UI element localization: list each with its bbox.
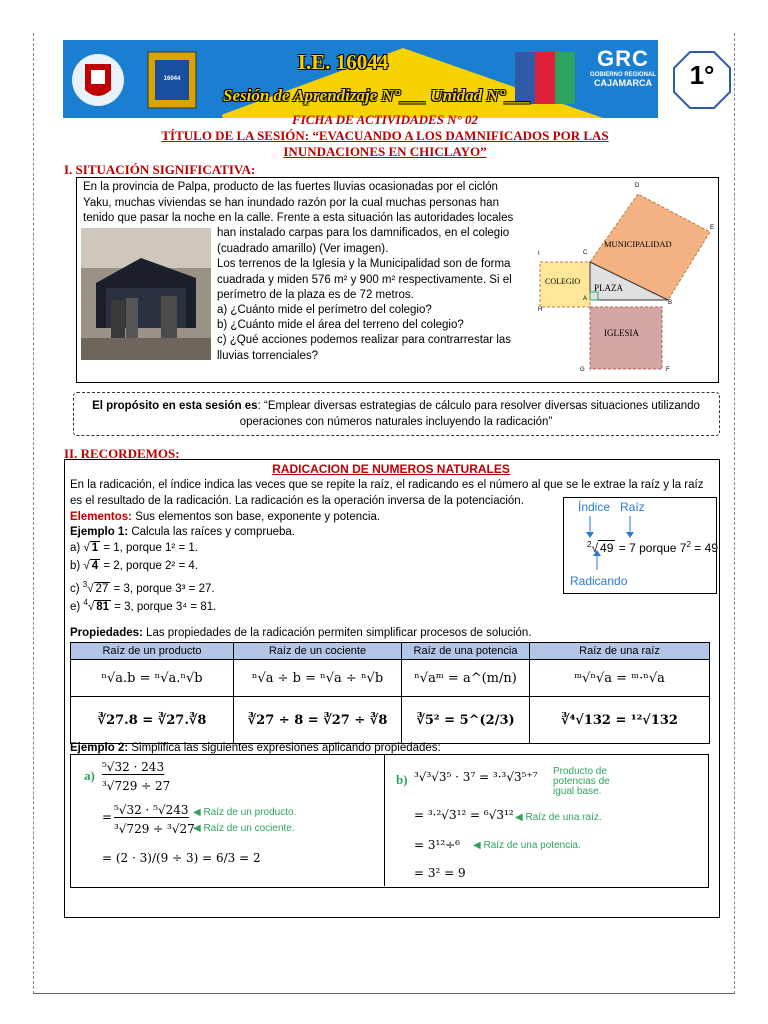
example1-line-b: b) √ 4 = 2, porque 2² = 4. <box>70 560 198 572</box>
ficha-title: FICHA DE ACTIVIDADES N° 02 <box>291 112 479 127</box>
b-note-raiz: ◀ Raíz de una raíz. <box>515 812 602 823</box>
point-i: I <box>538 251 540 257</box>
example-producto: ∛27.8 = ∛27.∛8 <box>71 697 234 744</box>
point-h: H <box>538 307 543 313</box>
a-step2-eq: = <box>102 810 113 824</box>
point-d: D <box>635 183 640 189</box>
example-cociente: ∛27 ÷ 8 = ∛27 ÷ ∛8 <box>234 697 402 744</box>
b-step1: ³√³√3⁵ · 3⁷ = ³·³√3⁵⁺⁷ <box>414 770 538 784</box>
school-name: I.E. 16044 <box>297 50 389 74</box>
rescue-photo <box>81 228 211 360</box>
header-producto: Raíz de un producto <box>71 643 234 660</box>
example-potencia: ∛5² = 5^(2/3) <box>402 697 530 744</box>
properties-example-row <box>71 697 710 744</box>
point-a: A <box>583 296 588 302</box>
label-colegio: COLEGIO <box>545 277 581 286</box>
question-a: a) ¿Cuánto mide el perímetro del colegio? <box>217 304 432 316</box>
grade-label: 1° <box>689 60 715 90</box>
example1-line-a: a) √ 1 = 1, porque 1² = 1. <box>70 542 198 554</box>
a-step2-num: ⁵√32 · ⁵√243 <box>114 803 189 817</box>
a-note-cociente: ◀ Raíz de un cociente. <box>193 823 295 834</box>
formula-raiz: ᵐ√ⁿ√a = ᵐ·ⁿ√a <box>530 660 710 697</box>
propiedades-text: Propiedades: Las propiedades de la radicación permiten simplificar procesos de solución. <box>70 627 532 639</box>
label-municipalidad: MUNICIPALIDAD <box>604 239 672 249</box>
b-step3: = 3¹²÷⁶ <box>414 838 460 852</box>
raiz-label: Raíz <box>620 500 645 514</box>
point-g: G <box>580 367 585 373</box>
b-note-potencia: ◀ Raíz de una potencia. <box>473 840 581 851</box>
a-note-producto: ◀ Raíz de un producto. <box>193 807 297 818</box>
purpose-text: El propósito en esta sesión es: “Emplear diversas estrategias de cálculo para resolver diversas situaciones utilizando operaciones con números naturales incluyendo la radicación” <box>92 400 700 428</box>
header-raiz: Raíz de una raíz <box>530 643 710 660</box>
b-step2: = ³·²√3¹² = ⁶√3¹² <box>414 808 514 822</box>
b-step4: = 3² = 9 <box>414 866 466 880</box>
b-note-producto: Producto de potencias de igual base. <box>553 766 610 797</box>
example1-line-c: c) $^3$√ 27 = 3, porque 3³ = 27. <box>70 580 215 595</box>
point-c: C <box>583 250 588 256</box>
formula-cociente: ⁿ√a ÷ b = ⁿ√a ÷ ⁿ√b <box>234 660 402 697</box>
grc-logo: GRC GOBIERNO REGIONAL CAJAMARCA <box>589 46 656 88</box>
header-banner <box>63 40 658 118</box>
point-f: F <box>666 367 670 373</box>
properties-general-row <box>71 660 710 697</box>
section1-heading: I. SITUACIÓN SIGNIFICATIVA: <box>64 162 256 177</box>
radicando-label: Radicando <box>570 574 628 588</box>
school-badge: 16044 <box>163 76 181 82</box>
example-a-label: a) <box>84 768 95 783</box>
ejemplo2-divider <box>384 754 385 886</box>
point-b: B <box>668 300 673 306</box>
header-potencia: Raíz de una potencia <box>402 643 530 660</box>
a-step2-den: ³√729 ÷ ³√27 <box>114 822 195 836</box>
a-step3: = (2 · 3)/(9 ÷ 3) = 6/3 = 2 <box>102 851 261 865</box>
label-plaza: PLAZA <box>594 283 623 293</box>
elementos-text: Elementos: Sus elementos son base, exponente y potencia. <box>70 511 381 523</box>
properties-header-row <box>71 643 710 660</box>
situation-paragraph2: han instalado carpas para los damnificados, en el colegio (cuadrado amarillo) (Ver imagen). <box>217 227 510 255</box>
label-iglesia: IGLESIA <box>604 328 639 338</box>
example-raiz: ∛⁴√132 = ¹²√132 <box>530 697 710 744</box>
ejemplo1-text: Ejemplo 1: Calcula las raíces y comprueba. <box>70 526 295 538</box>
ejemplo2-text: Ejemplo 2: Simplifica las siguientes expresiones aplicando propiedades: <box>70 742 441 754</box>
properties-table <box>70 642 710 744</box>
situation-paragraph1: En la provincia de Palpa, producto de las fuertes lluvias ocasionadas por el ciclón Yaku, muchas viviendas se han inundado razón por la cual muchas personas han tenido que pasar la noche en la calle. Frente a esta situación las autoridades locales <box>83 181 514 224</box>
point-e: E <box>710 225 715 231</box>
a-step1-den: ³√729 ÷ 27 <box>102 779 171 793</box>
diagram-equation: $^2$√ 49 = 7 porque $7^2 = 49$ <box>587 540 718 555</box>
session-label: Sesión de Aprendizaje N°___ Unidad N°___ <box>223 86 532 105</box>
a-step1-num: ⁵√32 · 243 <box>102 760 165 774</box>
situation-paragraph3: Los terrenos de la Iglesia y la Municipalidad son de forma cuadrada y miden 576 m² y 900 m² respectivamente. Si el perímetro de la plaza es de 72 metros. <box>217 258 512 301</box>
header-cociente: Raíz de un cociente <box>234 643 402 660</box>
example1-line-e: e) $^4$√ 81 = 3, porque 3⁴ = 81. <box>70 598 217 613</box>
session-title-line2: INUNDACIONES EN CHICLAYO” <box>283 144 487 159</box>
example-b-label: b) <box>396 772 408 787</box>
section2-heading: II. RECORDEMOS: <box>64 446 180 461</box>
question-c: c) ¿Qué acciones podemos realizar para contrarrestar las lluvias torrenciales? <box>217 334 512 362</box>
question-b: b) ¿Cuánto mide el área del terreno del colegio? <box>217 319 464 331</box>
radicacion-title: RADICACION DE NUMEROS NATURALES <box>272 462 510 476</box>
indice-label: Índice <box>578 500 611 514</box>
radicacion-intro: En la radicación, el índice indica las veces que se repite la raíz, el radicando es el número al que se le extrae la raíz y la raíz es el resultado de la radicación. La radicación es la operación inversa de la potenciación. <box>70 479 704 507</box>
formula-producto: ⁿ√a.b = ⁿ√a.ⁿ√b <box>71 660 234 697</box>
formula-potencia: ⁿ√aᵐ = a^(m/n) <box>402 660 530 697</box>
session-title-line1: TÍTULO DE LA SESIÓN: “EVACUANDO A LOS DAMNIFICADOS POR LAS <box>161 128 609 143</box>
